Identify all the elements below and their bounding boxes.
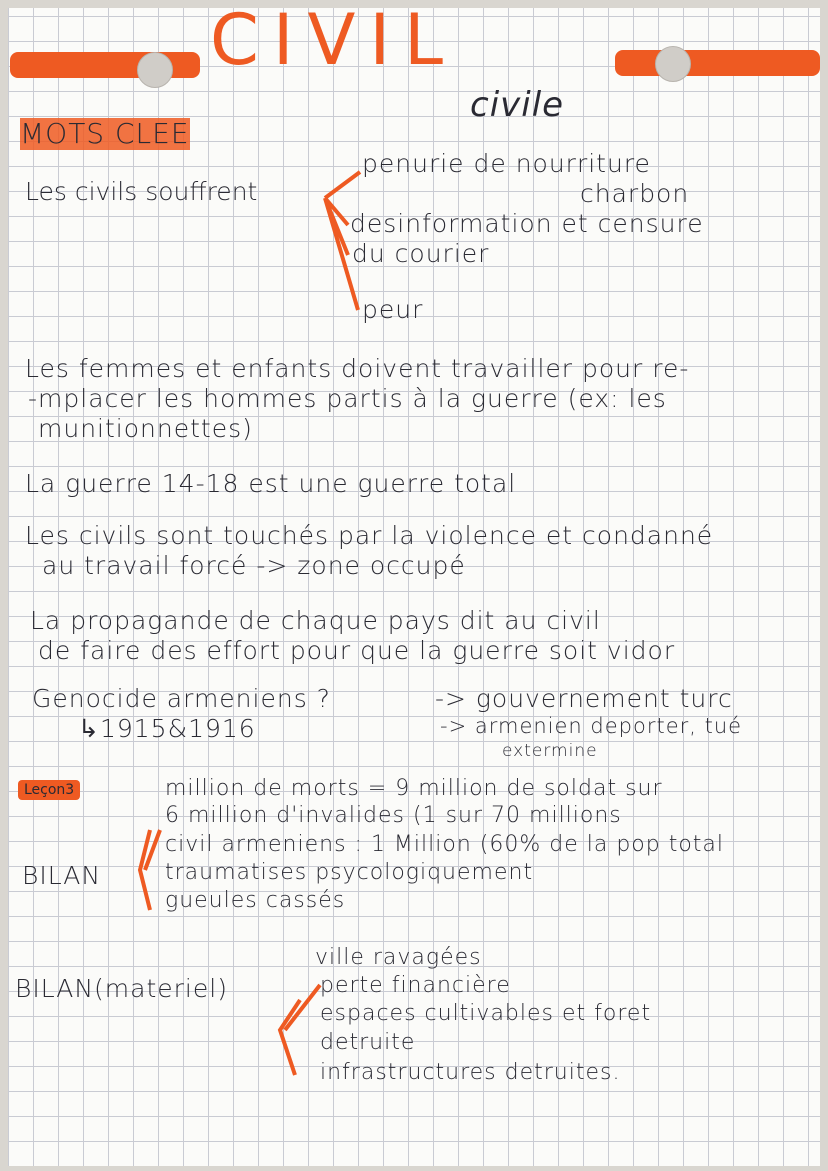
page-title: CIVIL [210, 0, 458, 81]
civils-item: penurie de nourriture [362, 149, 651, 178]
bullet-text: Les civils sont touchés par la violence et condanné [25, 521, 714, 550]
bilan-materiel-label: BILAN(materiel) [15, 974, 228, 1003]
bullet-text: La propagande de chaque pays dit au civil [30, 606, 601, 635]
bullet-text: La guerre 14-18 est une guerre total [25, 469, 517, 498]
civils-item: desinformation et censure [350, 209, 704, 238]
bilan-materiel-item: detruite [320, 1030, 416, 1055]
page-subtitle: civile [470, 85, 565, 125]
bilan-label: BILAN [22, 861, 102, 890]
lesson-tag: Leçon3 [18, 780, 80, 800]
keywords-heading: MOTS CLEE [20, 117, 190, 150]
civils-lead: Les civils souffrent [25, 177, 258, 206]
bullet-text: munitionnettes) [38, 414, 253, 443]
bilan-item: civil armeniens : 1 Million (60% de la pop total [165, 832, 725, 857]
bilan-item: gueules cassés [165, 888, 346, 913]
bullet-text: Genocide armeniens ? [32, 684, 331, 713]
bilan-materiel-item: infrastructures detruites. [320, 1060, 621, 1085]
bullet-text: Les femmes et enfants doivent travailler pour re- [25, 354, 690, 383]
bilan-materiel-item: perte financière [320, 973, 511, 998]
bullet-text: de faire des effort pour que la guerre soit vidor [38, 636, 676, 665]
bullet-text: ↳1915&1916 [78, 714, 256, 743]
civils-item: peur [362, 295, 424, 324]
civils-item: charbon [580, 179, 690, 208]
bilan-materiel-item: ville ravagées [315, 945, 482, 970]
bilan-item: 6 million d'invalides (1 sur 70 millions [165, 803, 622, 828]
bullet-text: -mplacer les hommes partis à la guerre (ex: les [28, 384, 667, 413]
bullet-text: au travail forcé -> zone occupé [42, 551, 466, 580]
genocide-arrow-text: -> armenien deporter, tué [440, 714, 743, 738]
bilan-item: traumatises psycologiquement [165, 860, 534, 885]
civils-item: du courier [352, 239, 490, 268]
bilan-materiel-item: espaces cultivables et foret [320, 1001, 652, 1026]
genocide-arrow-text: extermine [502, 741, 598, 761]
genocide-arrow-text: -> gouvernement turc [435, 684, 733, 713]
bilan-item: million de morts = 9 million de soldat sur [165, 776, 663, 801]
